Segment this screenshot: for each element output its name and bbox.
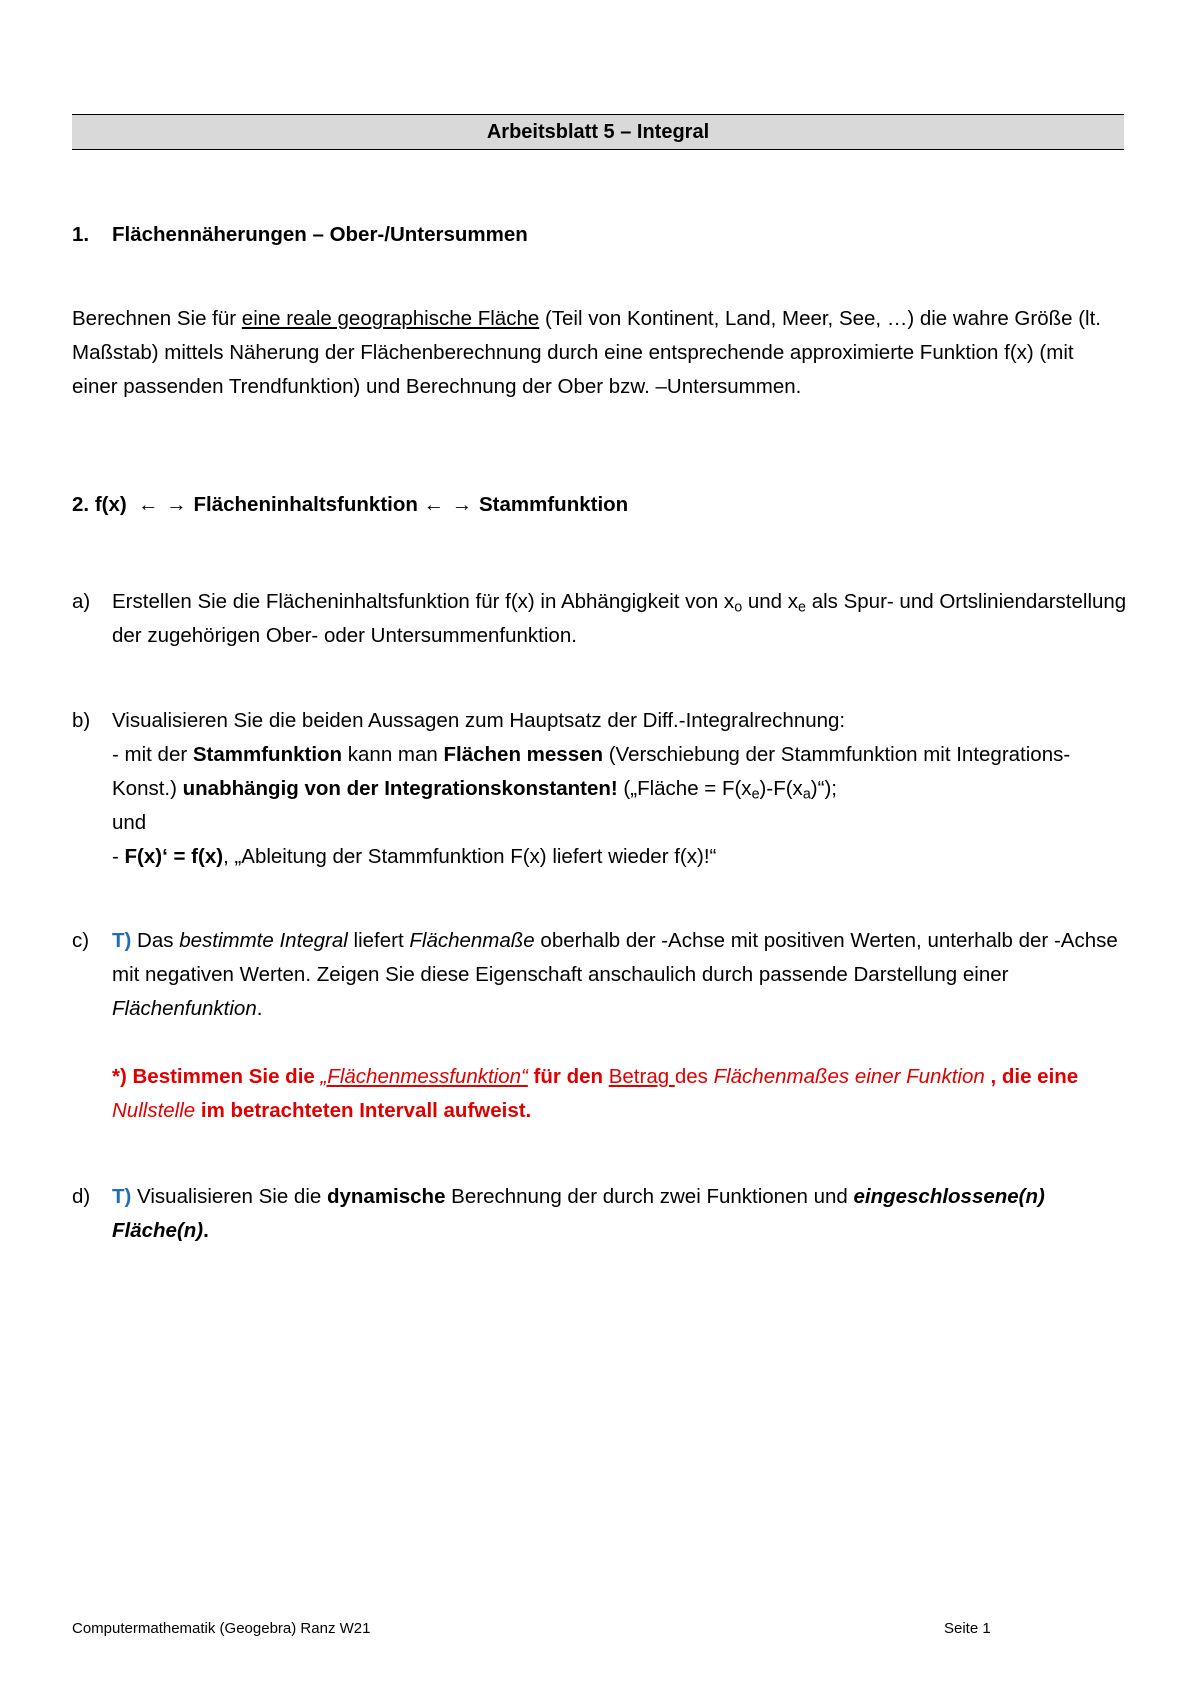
section-1-text-a: Berechnen Sie für — [72, 307, 242, 330]
section-1-number: 1. — [72, 223, 90, 246]
footer-page-number: Seite 1 — [944, 1620, 991, 1637]
task-c-label: c) — [72, 929, 90, 952]
task-a-text: Erstellen Sie die Flächeninhaltsfunktion für f(x) in Abhängigkeit von $x_o$ und $x_e$ als Spur- und Ortsliniendarstellung der zugehörigen Ober- oder Untersummenfunktion. — [112, 590, 1127, 647]
section-1-underlined: eine reale geographische Fläche — [241, 307, 540, 330]
worksheet-title — [72, 114, 1124, 150]
task-c — [72, 924, 1132, 1026]
section-1-paragraph — [72, 302, 1112, 404]
section-2-middle: Flächeninhaltsfunktion — [193, 493, 418, 516]
task-d-text: T) Visualisieren Sie die dynamische Berechnung der durch zwei Funktionen und eingeschlossene(n) Fläche(n). — [112, 1185, 1045, 1242]
section-2-number: 2. — [72, 493, 90, 516]
task-d — [72, 1180, 1132, 1248]
double-arrow-icon: ← → — [138, 493, 188, 516]
task-a — [72, 585, 1132, 653]
section-1-text-b: (Teil von Kontinent, Land, Meer, See, …) die wahre Größe (lt. Maßstab) mittels Näherung der Flächenberechnung durch eine entsprechende approximierte Funktion f(x) (mit einer passenden Trendfunktion) und Berechnung der Ober bzw. –Untersummen. — [72, 307, 1101, 398]
task-a-label: a) — [72, 590, 91, 613]
worksheet-title-text: Arbeitsblatt 5 – Integral — [486, 120, 710, 143]
theory-marker: T) — [112, 1185, 132, 1208]
section-2-fx: f(x) — [94, 493, 127, 516]
task-b — [72, 704, 1132, 874]
section-1-title: Flächennäherungen – Ober-/Untersummen — [112, 223, 528, 246]
double-arrow-icon: ← → — [423, 493, 474, 516]
task-c-text: T) Das bestimmte Integral liefert Flächenmaße oberhalb der -Achse mit positiven Werten, unterhalb der -Achse mit negativen Werten. Zeigen Sie diese Eigenschaft anschaulich durch passende Darstellung einer Flächenfunktion. — [112, 929, 1118, 1020]
task-d-label: d) — [72, 1185, 91, 1208]
section-2-heading — [72, 488, 1132, 522]
task-b-label: b) — [72, 709, 91, 732]
section-2-end: Stammfunktion — [479, 493, 629, 516]
task-b-text: Visualisieren Sie die beiden Aussagen zum Hauptsatz der Diff.-Integralrechnung: - mit der Stammfunktion kann man Flächen messen (Verschiebung der Stammfunktion mit Integrations-Konst.) unabhängig von der Integrationskonstanten! („Fläche = $F(x_e)-F(x_a)“$); und - F(x)‘ = f(x), „Ableitung der Stammfunktion F(x) liefert wieder f(x)!“ — [112, 709, 1071, 868]
footer-left: Computermathematik (Geogebra) Ranz W21 — [72, 1620, 371, 1637]
task-c-extra: *) Bestimmen Sie die „Flächenmessfunktion“ für den Betrag des Flächenmaßes einer Funktion , die eine Nullstelle im betrachteten Intervall aufweist. — [112, 1065, 1079, 1122]
section-1-heading — [72, 218, 1132, 252]
theory-marker: T) — [112, 929, 132, 952]
